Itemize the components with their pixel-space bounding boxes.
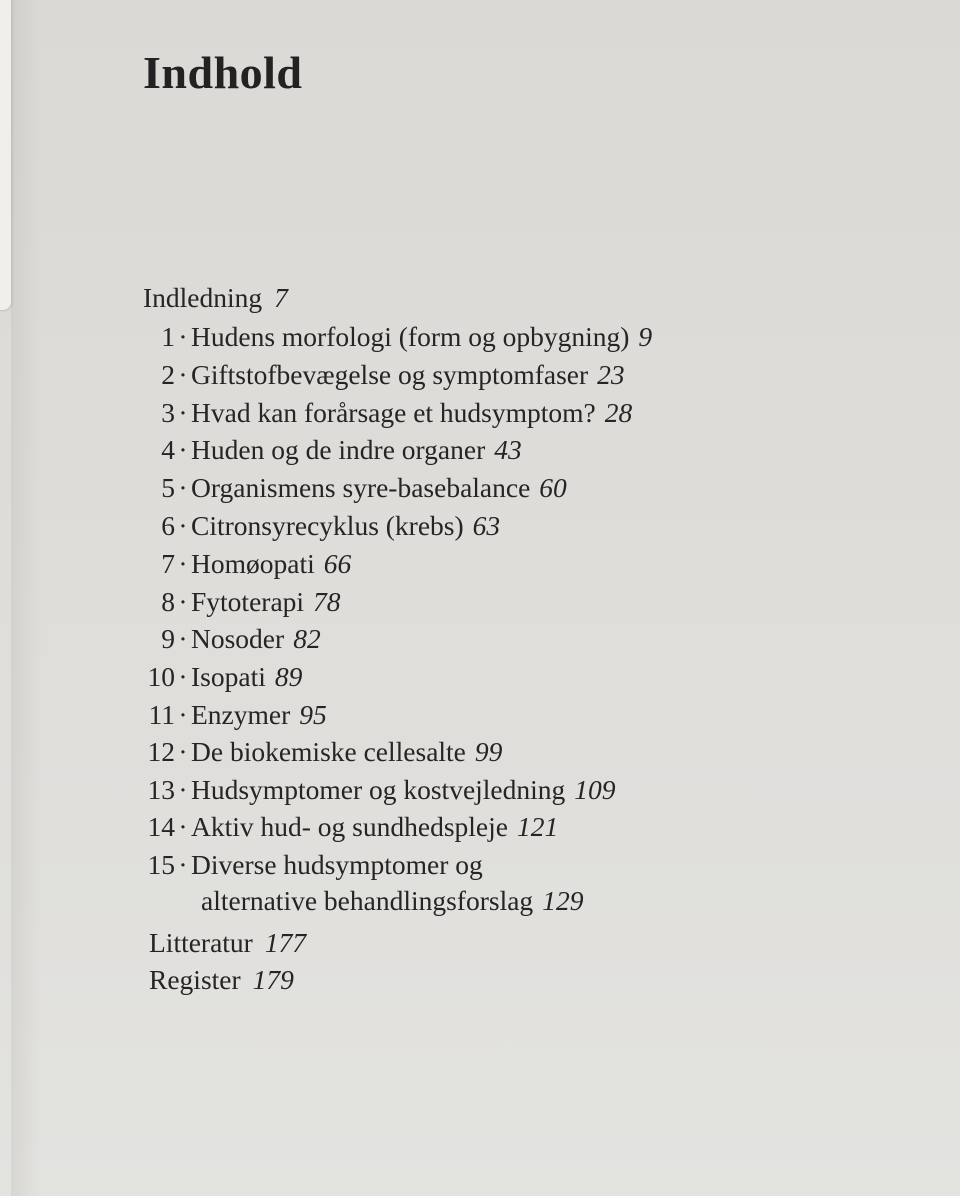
toc-chapter-15-continuation [201, 884, 583, 918]
toc-page-number: 7 [274, 282, 288, 313]
toc-chapter-7 [141, 547, 351, 581]
chapter-title: Giftstofbevægelse og symptomfaser [191, 359, 589, 390]
chapter-title: Isopati [191, 661, 266, 692]
chapter-title: Nosoder [191, 623, 285, 654]
toc-chapter-2 [141, 358, 625, 392]
toc-entry-title: Register [149, 964, 241, 995]
separator: · [178, 736, 188, 767]
separator: · [178, 548, 188, 579]
toc-page-number: 89 [274, 661, 303, 692]
toc-page-number: 23 [597, 359, 625, 390]
toc-chapter-11 [141, 698, 327, 732]
chapter-title: Homøopati [191, 548, 315, 579]
toc-chapter-6 [141, 509, 500, 543]
chapter-number: 11 [148, 699, 175, 730]
toc-page-number: 121 [516, 811, 559, 842]
separator: · [178, 510, 188, 541]
toc-page-number: 43 [494, 434, 522, 465]
toc-chapter-5 [141, 471, 567, 505]
chapter-title: Huden og de indre organer [191, 434, 486, 465]
chapter-title: Hvad kan forårsage et hudsymptom? [191, 397, 596, 428]
toc-entry-title: Indledning [143, 282, 263, 313]
separator: · [178, 699, 188, 730]
chapter-title: Citronsyrecyklus (krebs) [191, 510, 464, 541]
chapter-title: Enzymer [191, 699, 291, 730]
toc-chapter-3 [141, 396, 632, 430]
toc-page-number: 99 [474, 736, 503, 767]
separator: · [178, 472, 188, 503]
chapter-number: 1 [161, 321, 175, 352]
separator: · [178, 774, 188, 805]
separator: · [178, 849, 188, 880]
chapter-number: 3 [161, 397, 175, 428]
toc-page-number: 82 [293, 623, 321, 654]
chapter-number: 14 [147, 811, 175, 842]
toc-chapter-10 [141, 660, 302, 694]
toc-page-number: 60 [539, 472, 567, 503]
separator: · [178, 359, 188, 390]
toc-page-number: 66 [323, 548, 352, 579]
chapter-number: 13 [147, 774, 175, 805]
toc-chapter-15 [141, 848, 483, 882]
chapter-number: 6 [161, 510, 175, 541]
separator: · [178, 623, 188, 654]
toc-litteratur [149, 926, 306, 960]
toc-chapter-9 [141, 622, 321, 656]
toc-register [149, 963, 294, 997]
toc-page-number: 28 [604, 397, 633, 428]
chapter-title: Hudens morfologi (form og opbygning) [191, 321, 630, 352]
chapter-title: De biokemiske cellesalte [191, 736, 466, 767]
toc-page-number: 109 [574, 774, 616, 805]
chapter-number: 12 [147, 736, 175, 767]
toc-chapter-1 [141, 320, 652, 354]
toc-intro [143, 281, 288, 315]
separator: · [178, 586, 188, 617]
page-gutter-shadow [11, 0, 41, 1196]
toc-page-number: 129 [542, 885, 584, 916]
chapter-number: 15 [147, 849, 175, 880]
chapter-title: Fytoterapi [191, 586, 305, 617]
separator: · [178, 321, 188, 352]
chapter-title: Diverse hudsymptomer og [191, 849, 483, 880]
chapter-number: 7 [161, 548, 175, 579]
toc-chapter-14 [141, 810, 558, 844]
chapter-number: 8 [161, 586, 175, 617]
toc-chapter-13 [141, 773, 616, 807]
toc-page-number: 63 [472, 510, 501, 541]
page-title: Indhold [143, 47, 303, 98]
chapter-number: 5 [161, 472, 175, 503]
separator: · [178, 811, 188, 842]
chapter-title-continuation: alternative behandlingsforslag [201, 885, 534, 916]
toc-page-number: 9 [638, 321, 653, 352]
chapter-title: Organismens syre-basebalance [191, 472, 531, 503]
separator: · [178, 397, 188, 428]
toc-chapter-8 [141, 585, 341, 619]
chapter-number: 9 [161, 623, 175, 654]
toc-page-number: 179 [252, 964, 294, 995]
toc-chapter-12 [141, 735, 502, 769]
toc-page-number: 78 [313, 586, 341, 617]
chapter-title: Aktiv hud- og sundhedspleje [191, 811, 508, 842]
chapter-title: Hudsymptomer og kostvejledning [191, 774, 566, 805]
chapter-number: 2 [161, 359, 175, 390]
toc-chapter-4 [141, 433, 522, 467]
separator: · [178, 661, 188, 692]
toc-page-number: 177 [264, 927, 307, 958]
separator: · [178, 434, 188, 465]
toc-entry-title: Litteratur [149, 927, 253, 958]
chapter-number: 10 [147, 661, 175, 692]
toc-page-number: 95 [299, 699, 327, 730]
chapter-number: 4 [161, 434, 175, 465]
